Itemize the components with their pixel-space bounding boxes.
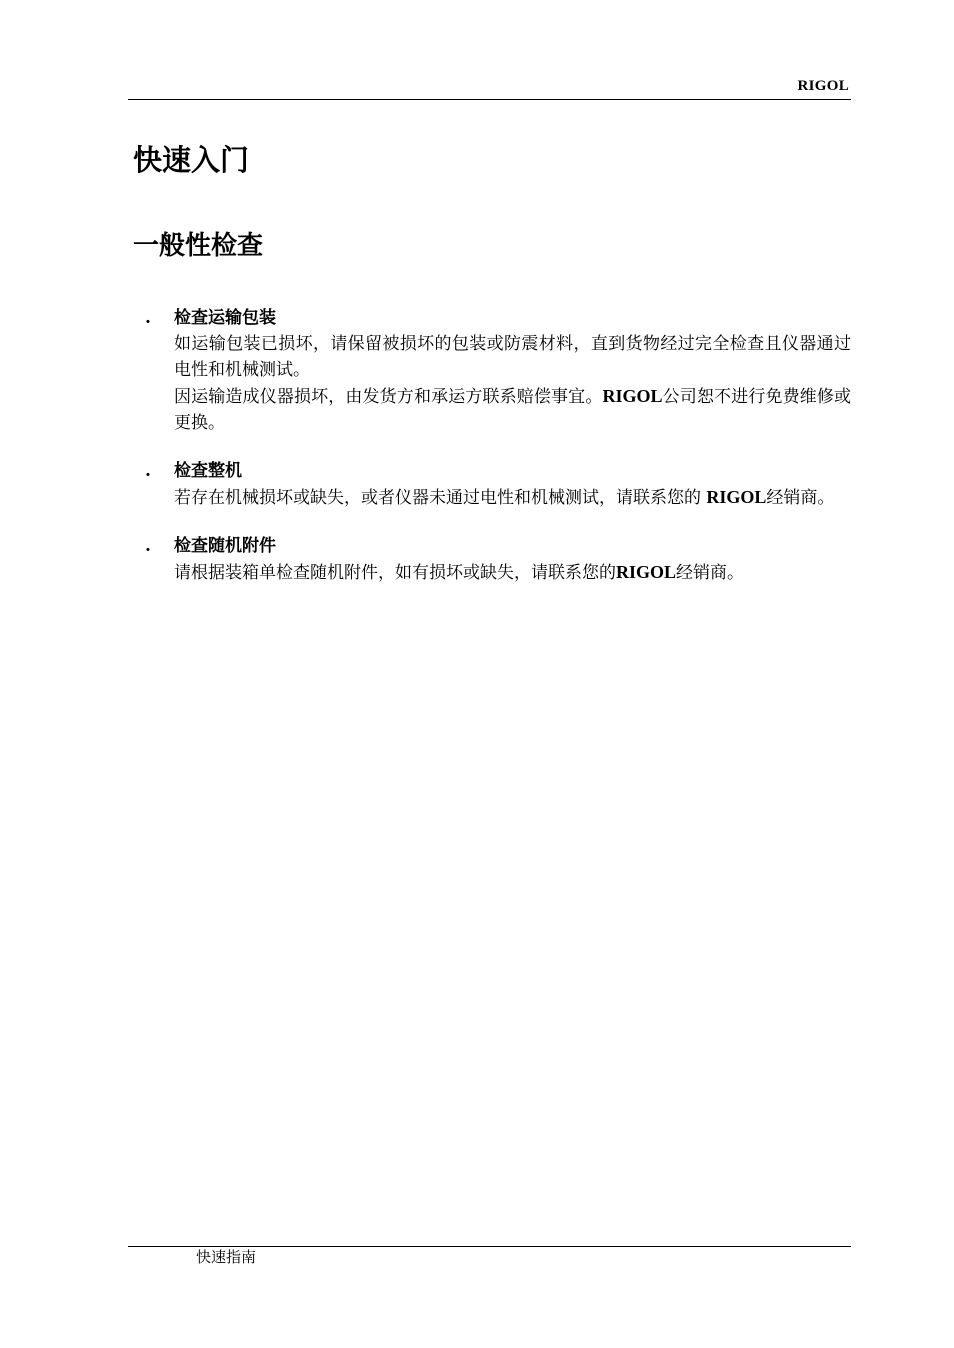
brand-name: RIGOL: [706, 487, 767, 507]
text-run: 经销商。: [676, 563, 745, 583]
check-list: [145, 305, 851, 608]
bullet: .: [145, 461, 151, 481]
item-paragraph: 如运输包装已损坏，请保留被损坏的包装或防震材料，直到货物经过完全检查且仪器通过电性和机械测试。: [174, 334, 851, 380]
text-run: 若存在机械损坏或缺失，或者仪器未通过电性和机械测试，请联系您的: [174, 488, 707, 508]
section-title: 一般性检查: [133, 231, 264, 261]
item-paragraph: [174, 484, 851, 511]
list-item-instrument: [145, 458, 851, 511]
bullet: .: [145, 536, 151, 556]
chapter-title: 快速入门: [133, 143, 250, 177]
brand-name: RIGOL: [616, 562, 677, 582]
brand-name: RIGOL: [602, 386, 663, 406]
header-brand: RIGOL: [797, 78, 849, 94]
text-run: 经销商。: [766, 488, 835, 508]
footer-text: 快速指南: [196, 1248, 257, 1266]
text-run: 因运输造成仪器损坏，由发货方和承运方联系赔偿事宜。: [174, 387, 603, 407]
item-paragraph: [174, 383, 851, 436]
list-item-packaging: [145, 305, 851, 436]
item-title: 检查运输包装: [174, 308, 276, 328]
bullet: .: [145, 308, 151, 328]
list-item-accessories: [145, 533, 851, 586]
text-run: 公司恕不进行免费维修或更换。: [174, 387, 852, 433]
text-run: 请根据装箱单检查随机附件，如有损坏或缺失，请联系您的: [174, 563, 616, 583]
item-title: 检查整机: [174, 461, 242, 481]
item-title: 检查随机附件: [174, 536, 276, 556]
header-rule: [128, 99, 851, 100]
item-paragraph: [174, 559, 851, 586]
